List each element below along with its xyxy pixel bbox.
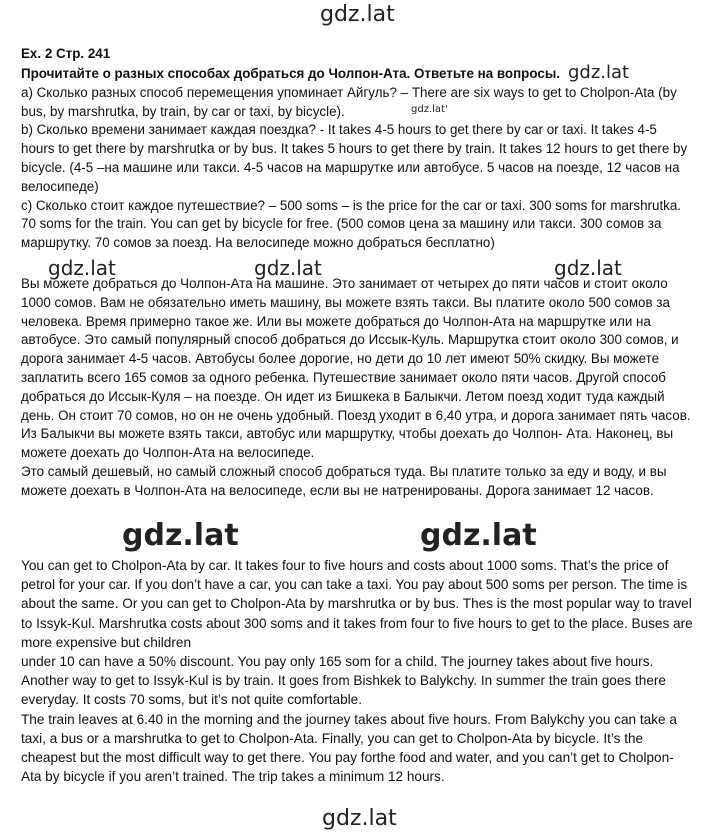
- english-paragraph: The train leaves at 6.40 in the morning and the journey takes about five hours. From Balykchy you can take a taxi, a bus or a marshrutka to get to Cholpon-Ata. Finally, you can get to Cholpon-Ata by bicycle. It’s the cheapest but the most difficult way to get there. You pay forthe food and water, and you can’t get to Cholpon-Ata by bicycle if you aren’t trained. The trip takes a minimum 12 hours.: [21, 711, 677, 785]
- english-text: [21, 556, 693, 786]
- answer-b: b) Сколько времени занимает каждая поездка? - It takes 4-5 hours to get there by car or taxi. It takes 4-5 hours to get there by marshrutka or by bus. It takes 5 hours to get there by train. It takes 12 hours to get there by bicycle. (4-5 –на машине или такси. 4-5 часов на маршрутке или автобусе. 5 часов на поезде, 12 часов на велосипеде): [21, 122, 688, 194]
- watermark-big-left: gdz.lat: [122, 518, 239, 553]
- russian-translation: [21, 275, 693, 501]
- watermark-row-left: gdz.lat: [48, 256, 116, 280]
- watermark-row-center: gdz.lat: [254, 256, 322, 280]
- english-paragraph: under 10 can have a 50% discount. You pay only 165 som for a child. The journey takes about five hours. Another way to get to Issyk-Kul is by train. It goes from Bishkek to Balykchy. In summer the train goes there everyday. It costs 70 soms, but it’s not quite comfortable.: [21, 654, 666, 708]
- watermark-tiny: gdz.lat': [411, 104, 448, 115]
- answer-c: c) Сколько стоит каждое путешествие? – 500 soms – is the price for the car or taxi. 300 soms for marshrutka. 70 soms for the train. You can get by bicycle for free. (500 сомов цена за машину или такси. 300 сомов за маршрутку. 70 сомов за поезд. На велосипеде можно добраться бесплатно): [21, 197, 682, 251]
- watermark-big-right: gdz.lat: [420, 518, 537, 553]
- russian-paragraph: Это самый дешевый, но самый сложный способ добраться туда. Вы платите только за еду и воду, и вы можете доехать в Чолпон-Ата на велосипеде, если вы не натренированы. Дорога занимает 12 часов.: [21, 463, 667, 498]
- watermark-row-right: gdz.lat: [554, 256, 622, 280]
- russian-paragraph: Вы можете добраться до Чолпон-Ата на машине. Это занимает от четырех до пяти часов и стоит около 1000 сомов. Вам не обязательно иметь машину, вы можете взять такси. Вы платите около 500 сомов за человека. Время примерно такое же. Или вы можете добраться до Чолпон-Ата на маршрутке или на автобусе. Это самый популярный способ добраться до Иссык-Куль. Маршрутка стоит около 300 сомов, и дорога занимает 4-5 часов. Автобусы более дорогие, но дети до 10 лет имеют 50% скидку. Вы можете заплатить всего 165 сомов за одного ребенка. Путешествие занимает около пяти часов. Другой способ добраться до Иссык-Куля – на поезде. Он идет из Бишкека в Балыкчи. Летом поезд ходит туда каждый день. Он стоит 70 сомов, но он не очень удобный. Поезд уходит в 6,40 утра, и дорога занимает пять часов. Из Балыкчи вы можете взять такси, автобус или маршрутку, чтобы доехать до Чолпон- Ата. Наконец, вы можете доехать до Чолпон-Ата на велосипеде.: [21, 276, 691, 461]
- answer-a: a) Сколько разных способ перемещения упоминает Айгуль? – There are six ways to get to Cholpon-Ata (by bus, by marshrutka, by train, by car or taxi, by bicycle).: [21, 84, 677, 119]
- exercise-number: Ex. 2 Стр. 241: [21, 46, 111, 61]
- answers-section: [21, 65, 693, 253]
- english-paragraph: You can get to Cholpon-Ata by car. It takes four to five hours and costs about 1000 soms. That’s the price of petrol for your car. If you don’t have a car, you can take a taxi. You pay about 500 soms per person. The time is about the same. Or you can get to Cholpon-Ata by marshrutka or by bus. Thes is the most popular way to travel to Issyk-Kul. Marshrutka costs about 300 soms and it takes from four to five hours to get to the place. Buses are more expensive but children: [21, 558, 693, 650]
- watermark-bottom: gdz.lat: [322, 806, 397, 831]
- exercise-title: Прочитайте о разных способах добраться до Чолпон-Ата. Ответьте на вопросы.: [21, 66, 560, 81]
- watermark-top: gdz.lat: [320, 2, 395, 27]
- watermark-inline: gdz.lat: [568, 62, 630, 83]
